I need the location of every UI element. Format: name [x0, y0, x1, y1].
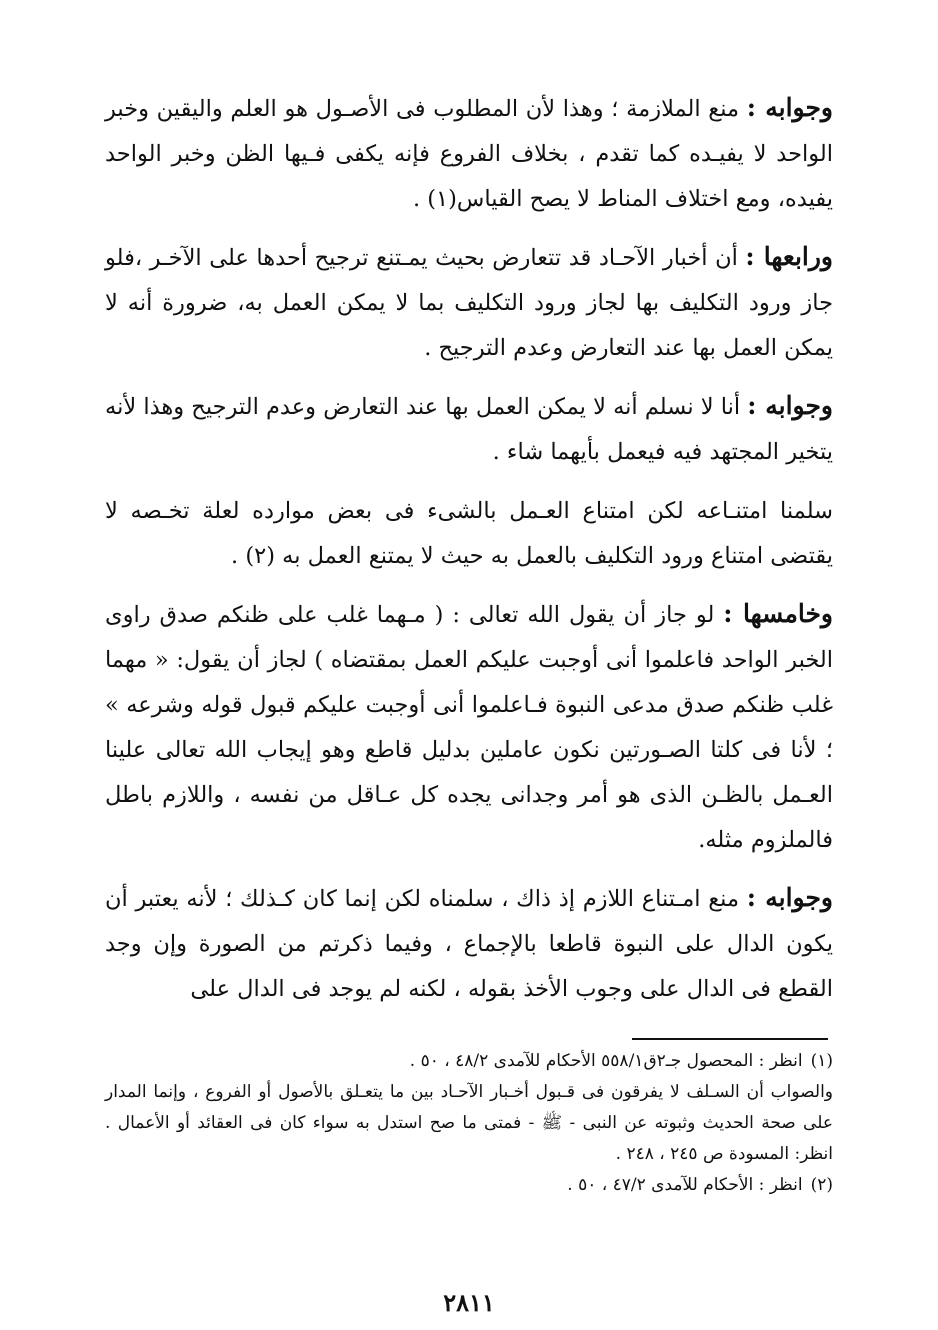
paragraph-lead: ورابعها : [745, 242, 833, 271]
main-text [105, 85, 833, 1024]
footnote-text: انظر : الأحكام للآمدى ٤٧/٢ ، ٥٠ . [567, 1175, 803, 1195]
footnote-1 [105, 1046, 833, 1077]
paragraph-lead: وجوابه : [747, 391, 833, 420]
paragraph-lead: وخامسها : [723, 599, 833, 628]
footnote-text: انظر : المحصول جـ٢ق٥٥٨/١ الأحكام للآمدى ٤٨/٢ ، ٥٠ . [409, 1051, 803, 1071]
paragraph-answer-1 [105, 85, 833, 222]
paragraph-fifth [105, 591, 833, 863]
footnote-1-continued [105, 1077, 833, 1170]
footnotes [105, 1046, 833, 1201]
paragraph-text: أنا لا نسلم أنه لا يمكن العمل بها عند التعارض وعدم الترجيح وهذا لأنه يتخير المجتهد فيه فيعمل بأيهما شاء . [105, 394, 833, 465]
paragraph-text: أن أخبار الآحـاد قد تتعارض بحيث يمـتنع ترجيح أحدها على الآخـر ،فلو جاز ورود التكليف بها لجاز ورود التكليف بما لا يمكن العمل به، ضرورة أنه لا يمكن العمل بها عند التعارض وعدم الترجيح . [105, 245, 833, 361]
paragraph-lead: وجوابه : [746, 93, 833, 122]
footnote-text: والصواب أن السـلف لا يفرقون فى قـبول أخـبار الآحـاد بين ما يتعـلق بالأصول أو الفروع ، وإنما المدار على صحة الحديث وثبوته عن النبى - ﷺ - فمتى ما صح استدل به سواء كان فى العقائد أو الأعمال . انظر: المسودة ص ٢٤٥ ، ٢٤٨ . [105, 1082, 833, 1164]
paragraph-text: سلمنا امتنـاعه لكن امتناع العـمل بالشىء فى بعض موارده لعلة تخـصه لا يقتضى امتناع ورود التكليف بالعمل به حيث لا يمتنع العمل به (٢) . [105, 498, 833, 569]
footnote-number: (١) [810, 1051, 833, 1071]
paragraph-text: لو جاز أن يقول الله تعالى : ( مـهما غلب على ظنكم صدق راوى الخبر الواحد فاعلموا أنى أوجبت عليكم العمل بمقتضاه ) لجاز أن يقول: « مهما غلب ظنكم صدق مدعى النبوة فـاعلموا أنى أوجبت عليكم قبول قوله وشرعه » ؛ لأنا فى كلتا الصـورتين نكون عاملين بدليل قاطع وهو إيجاب الله تعالى علينا العـمل بالظـن الذى هو أمر وجدانى يجده كل عـاقل من نفسه ، واللازم باطل فالملزوم مثله. [105, 602, 833, 853]
paragraph-answer-3 [105, 875, 833, 1012]
paragraph-fourth [105, 234, 833, 371]
footnote-number: (٢) [810, 1175, 833, 1195]
paragraph-text: منع امـتناع اللازم إذ ذاك ، سلمناه لكن إنما كان كـذلك ؛ لأنه يعتبر أن يكون الدال على النبوة قاطعا بالإجماع ، وفيما ذكرتم من الصورة وإن وجد القطع فى الدال على وجوب الأخذ بقوله ، لكنه لم يوجد فى الدال على [105, 886, 833, 1002]
footnote-divider [632, 1038, 828, 1040]
footnote-2 [105, 1170, 833, 1201]
page-number: ٢٨١١ [443, 1288, 495, 1317]
paragraph-answer-2 [105, 383, 833, 475]
paragraph-text: منع الملازمة ؛ وهذا لأن المطلوب فى الأصـول هو العلم واليقين وخبر الواحد لا يفيـده كما تقدم ، بخلاف الفروع فإنه يكفى فـيها الظن وخبر الواحد يفيده، ومع اختلاف المناط لا يصح القياس(١) . [105, 96, 833, 212]
paragraph-concession [105, 487, 833, 579]
paragraph-lead: وجوابه : [746, 883, 833, 912]
